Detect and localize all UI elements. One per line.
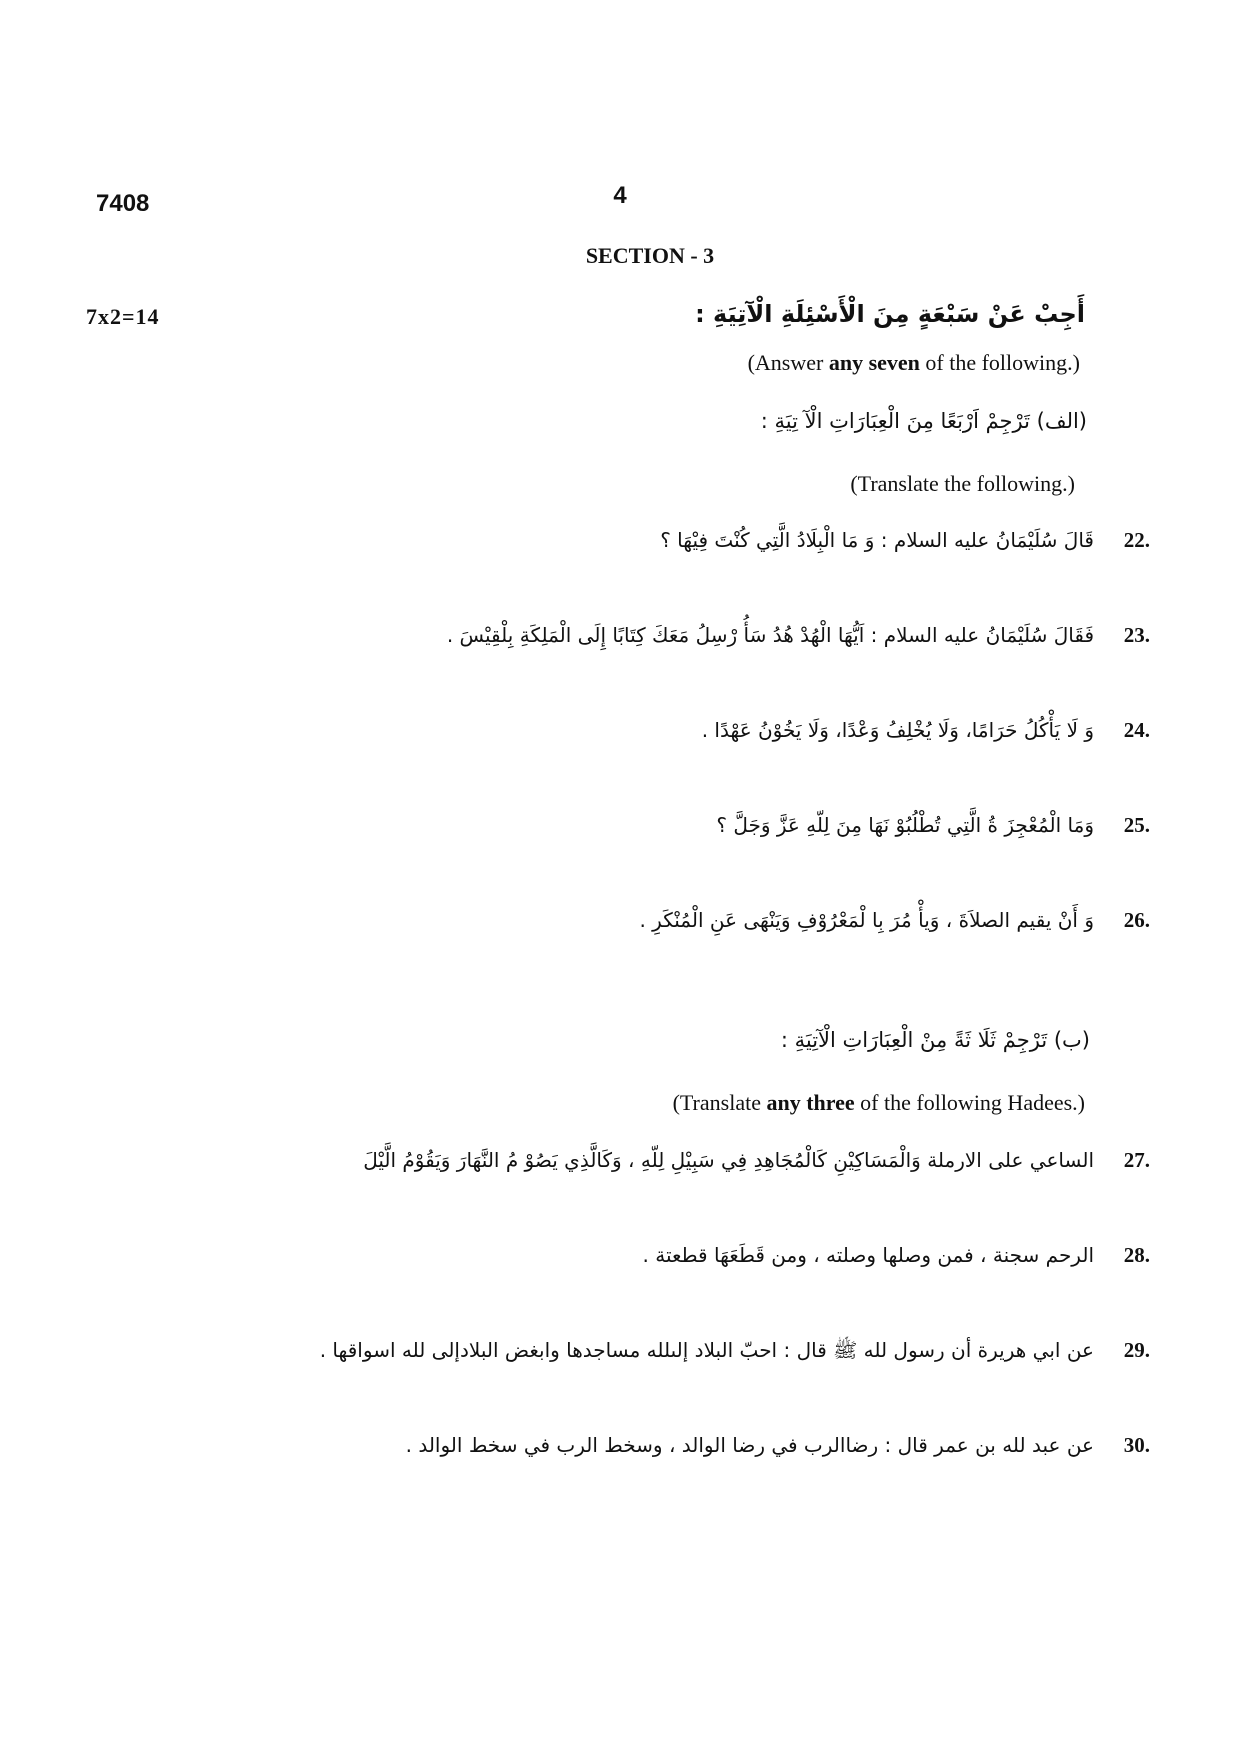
question-text: عن عبد لله بن عمر قال : رضاالرب في رضا الوالد ، وسخط الرب في سخط الوالد . — [405, 1433, 1094, 1457]
part-b-english-suffix: of the following Hadees.) — [854, 1090, 1085, 1115]
question-number: 30. — [1123, 1433, 1150, 1457]
question-27 — [363, 1148, 1150, 1173]
section-title: SECTION - 3 — [585, 243, 715, 268]
part-b-heading-english — [673, 1090, 1085, 1116]
question-text: وَ لَا يَأْكُلُ حَرَامًا، وَلَا يُخْلِفُ وَعْدًا، وَلَا يَخُوْنُ عَهْدًا . — [701, 718, 1094, 742]
question-number: 29. — [1123, 1338, 1150, 1362]
question-number: 27. — [1123, 1148, 1150, 1172]
question-number: 25. — [1123, 813, 1150, 837]
part-b-heading-arabic: (ب) تَرْجِمْ ثَلَا ثَةً مِنْ الْعِبَارَاتِ الْآتِيَةِ : — [780, 1028, 1090, 1052]
question-text: فَقَالَ سُلَيْمَانُ عليه السلام : اَيُّهَا الْهُدْ هُدُ سَأُ رْسِلُ مَعَكَ كِتَابًا إِلَى الْمَلِكَةِ بِلْقِيْسَ . — [446, 623, 1094, 647]
question-number: 22. — [1123, 528, 1150, 552]
question-26 — [639, 908, 1150, 933]
question-number: 24. — [1123, 718, 1150, 742]
question-text: الساعي على الارملة وَالْمَسَاكِيْنِ كَالْمُجَاهِدِ فِي سَبِيْلِ لِلّهِ ، وَكَالَّذِي يَصُوْ مُ النَّهَارَ وَيَقُوْمُ الَّيْلَ — [363, 1148, 1094, 1172]
instruction-english-bold: any seven — [828, 350, 920, 375]
instruction-arabic: أَجِبْ عَنْ سَبْعَةٍ مِنَ الْأَسْئِلَةِ الْآتِيَةِ : — [695, 300, 1085, 328]
instruction-english-prefix: (Answer — [747, 350, 829, 375]
question-25 — [716, 813, 1150, 838]
question-29 — [320, 1338, 1150, 1367]
question-24 — [702, 718, 1150, 743]
question-text: عن ابي هريرة أن رسول لله ﷺ قال : احبّ البلاد إلىلله مساجدها وابغض البلادإلى لله اسواقها . — [319, 1338, 1094, 1362]
question-number: 23. — [1123, 623, 1150, 647]
question-28 — [643, 1243, 1150, 1268]
question-text: الرحم سجنة ، فمن وصلها وصلته ، ومن قَطَعَهَا قطعتة . — [642, 1243, 1094, 1267]
marks-allocation: 7x2=14 — [86, 304, 160, 329]
part-b-english-bold: any three — [766, 1090, 855, 1115]
question-number: 28. — [1123, 1243, 1150, 1267]
paper-code: 7408 — [96, 190, 150, 217]
part-b-english-prefix: (Translate — [672, 1090, 767, 1115]
question-text: وَ أَنْ يقيم الصلاَةَ ، وَيأْ مُرَ بِا لْمَعْرُوْفِ وَيَنْهَى عَنِ الْمُنْكَرِ . — [639, 908, 1094, 932]
part-a-heading-english: (Translate the following.) — [850, 471, 1075, 496]
question-text: قَالَ سُلَيْمَانُ عليه السلام : وَ مَا الْبِلَادُ الَّتِي كُنْتَ فِيْهَا ؟ — [660, 528, 1094, 552]
question-23 — [447, 623, 1150, 648]
instruction-english — [748, 350, 1080, 376]
instruction-english-suffix: of the following.) — [919, 350, 1080, 375]
part-a-heading-arabic: (الف) تَرْجِمْ اَرْبَعًا مِنَ الْعِبَارَاتِ الْآ تِيَةِ : — [760, 409, 1087, 433]
question-text: وَمَا الْمُعْجِزَ ةُ الَّتِي تُطْلُبُوْ نَهَا مِنَ لِلّهِ عَزَّ وَجَلَّ ؟ — [716, 813, 1094, 837]
page-number: 4 — [613, 182, 627, 209]
question-number: 26. — [1123, 908, 1150, 932]
question-30 — [406, 1433, 1150, 1458]
question-22 — [660, 528, 1150, 553]
